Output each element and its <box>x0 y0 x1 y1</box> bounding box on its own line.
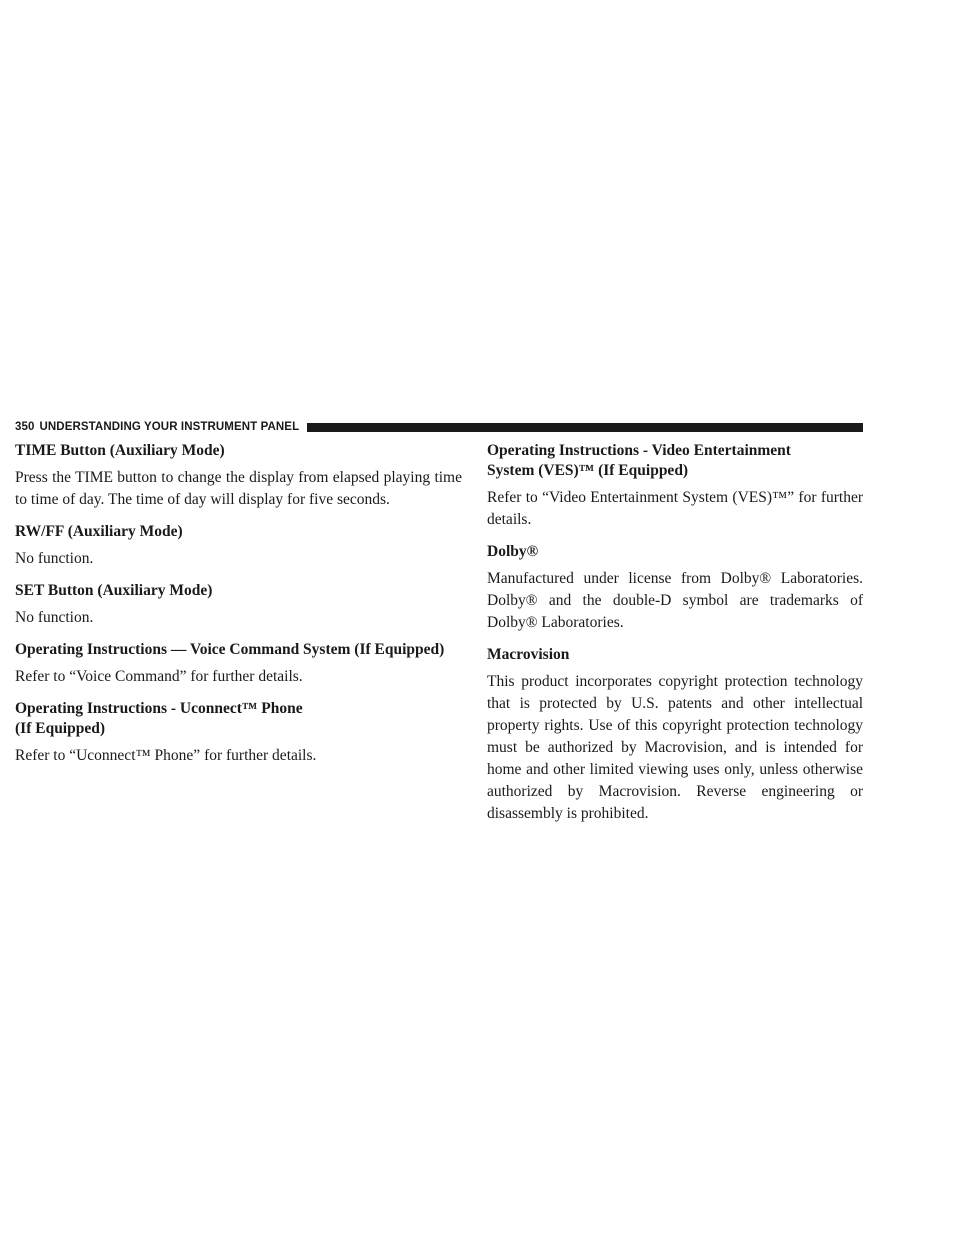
section-uconnect-phone <box>15 699 462 767</box>
section-heading <box>15 699 462 739</box>
section-macrovision <box>487 645 863 825</box>
section-body: No function. <box>15 609 94 626</box>
section-heading: Operating Instructions — Voice Command System (If Equipped) <box>15 641 445 658</box>
section-voice-command <box>15 640 462 688</box>
section-heading: SET Button (Auxiliary Mode) <box>15 582 213 599</box>
section-title: UNDERSTANDING YOUR INSTRUMENT PANEL <box>39 421 300 433</box>
page-number: 350 <box>15 421 35 433</box>
heading-line: System (VES)™ (If Equipped) <box>487 462 689 479</box>
left-column <box>15 441 462 778</box>
heading-line: (If Equipped) <box>15 720 106 737</box>
section-body: Refer to “Video Entertainment System (VES)™” for further details. <box>487 489 863 528</box>
section-heading <box>487 441 863 481</box>
running-header <box>15 420 863 434</box>
right-column <box>487 441 863 836</box>
section-heading: Dolby® <box>487 543 539 560</box>
section-body: No function. <box>15 550 94 567</box>
section-time-button <box>15 441 462 511</box>
heading-line: Operating Instructions - Uconnect™ Phone <box>15 700 303 717</box>
section-heading: TIME Button (Auxiliary Mode) <box>15 442 225 459</box>
section-body: Press the TIME button to change the display from elapsed playing time to time of day. The time of day will display for five seconds. <box>15 469 462 508</box>
section-dolby <box>487 542 863 634</box>
section-set-button <box>15 581 462 629</box>
section-body: This product incorporates copyright protection technology that is protected by U.S. patents and other intellectual property rights. Use of this copyright protection technology must be authorized by Macrovision, and is intended for home and other limited viewing uses only, unless otherwise authorized by Macrovision. Reverse engineering or disassembly is prohibited. <box>487 673 863 822</box>
section-body: Manufactured under license from Dolby® Laboratories. Dolby® and the double-D symbol are trademarks of Dolby® Laboratories. <box>487 570 863 631</box>
section-heading: Macrovision <box>487 646 570 663</box>
section-body: Refer to “Voice Command” for further details. <box>15 668 303 685</box>
heading-line: Operating Instructions - Video Entertainment <box>487 442 791 459</box>
header-rule <box>307 423 863 432</box>
section-body: Refer to “Uconnect™ Phone” for further details. <box>15 747 317 764</box>
section-heading: RW/FF (Auxiliary Mode) <box>15 523 183 540</box>
section-video-entertainment <box>487 441 863 531</box>
section-rw-ff <box>15 522 462 570</box>
